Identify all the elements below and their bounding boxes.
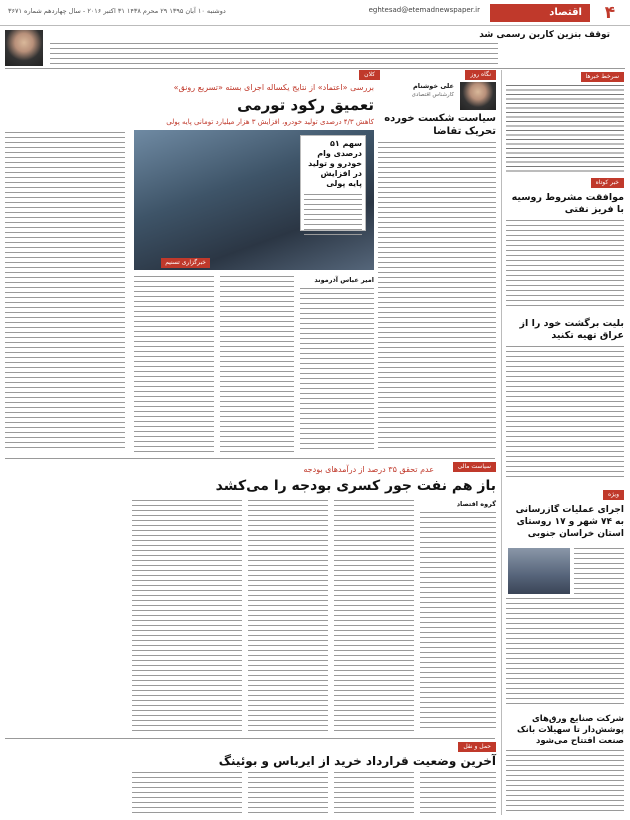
- news-label: خبر کوتاه: [591, 178, 624, 188]
- main-text-col1: [300, 288, 374, 452]
- boeing-text-col4: [132, 772, 242, 814]
- budget-title: باز هم نفت جور کسری بودجه را می‌کشد: [215, 478, 496, 494]
- main-sidebox: [300, 135, 366, 231]
- boeing-text-col1: [420, 772, 496, 814]
- main-text-col2: [220, 276, 294, 452]
- main-title: تعمیق رکود تورمی: [237, 96, 374, 114]
- main-reporter: امیر عباس آذرموند: [314, 276, 374, 284]
- brief-label: سرخط خبرها: [581, 72, 624, 82]
- boeing-text-col3: [248, 772, 328, 814]
- boeing-title: آخرین وضعیت قرارداد خرید از ایرباس و بوئینگ: [218, 754, 496, 768]
- dateline: دوشنبه ۱۰ آبان ۱۳۹۵ ۲۹ محرم ۱۴۳۸ ۳۱ اکتبر ۲۰۱۶ - سال چهاردهم شماره ۳۶۷۱: [8, 7, 226, 15]
- budget-text-col4: [132, 500, 242, 732]
- budget-label: سیاست مالی: [453, 462, 496, 472]
- column-label: نگاه روز: [465, 70, 496, 80]
- divider: [5, 458, 495, 459]
- budget-kicker: عدم تحقق ۳۵ درصد از درآمدهای بودجه: [303, 465, 434, 474]
- main-left-column: [5, 132, 125, 452]
- brief-list: [506, 85, 624, 173]
- boeing-label: حمل و نقل: [458, 742, 496, 752]
- divider: [5, 738, 495, 739]
- report-label: ویژه: [603, 490, 624, 500]
- main-label: کلان: [359, 70, 380, 80]
- budget-text-col2: [334, 500, 414, 732]
- top-story-text: [50, 43, 498, 65]
- report-title: اجرای عملیات گازرسانی به ۷۴ شهر و ۱۷ روستای استان خراسان جنوبی: [515, 505, 624, 539]
- brief1-text: [506, 220, 624, 310]
- section-email[interactable]: eghtesad@etemadnewspaper.ir: [368, 6, 480, 14]
- top-story-title: توقف بنزین کاربن رسمی شد: [479, 30, 610, 40]
- bottom-text: [506, 750, 624, 814]
- top-story-photo: [5, 30, 43, 66]
- brief2-title: بليت برگشت خود را از عراق تهيه تكنيد: [519, 318, 624, 341]
- main-subtitle: کاهش ۴/۳ درصدی تولید خودرو، افزایش ۳ هزار میلیارد تومانی پایه پولی: [166, 118, 374, 126]
- main-kicker: بررسی «اعتماد» از نتایج یکساله اجرای بسته «تسریع رونق»: [173, 83, 374, 92]
- budget-reporter: گروه اقتصاد: [456, 500, 496, 508]
- author-avatar: [460, 82, 496, 110]
- sidebox-title: سهم ۵۱ درصدی وام خودرو و تولید در افزایش پایه پولی: [308, 139, 362, 188]
- column-text: [378, 142, 496, 452]
- section-label: اقتصاد: [490, 4, 590, 22]
- report-text: [506, 598, 624, 708]
- brief2-text: [506, 346, 624, 481]
- column-author: علی خوشنام: [413, 82, 454, 90]
- sidebar-divider: [501, 70, 502, 815]
- column-author-role: کارشناس اقتصادی: [411, 92, 454, 98]
- budget-text-col3: [248, 500, 328, 732]
- column-title: سیاست شکست خورده تحریک تقاضا: [384, 113, 496, 137]
- divider: [5, 68, 625, 69]
- page-number: ۴: [604, 3, 616, 23]
- budget-text-col1: [420, 512, 496, 732]
- boeing-text-col2: [334, 772, 414, 814]
- report-text-side: [574, 548, 624, 594]
- bottom-title: شرکت صنایع ورق‌های پوشش‌دار تا سهیلات بانک صنعت افتتاح می‌شود: [516, 714, 624, 746]
- main-text-col3: [134, 276, 214, 452]
- photo-credit: خبرگزاری تسنیم: [161, 258, 210, 268]
- brief1-title: موافقت مشروط روسیه با فریز نفتی: [511, 192, 624, 215]
- report-photo: [508, 548, 570, 594]
